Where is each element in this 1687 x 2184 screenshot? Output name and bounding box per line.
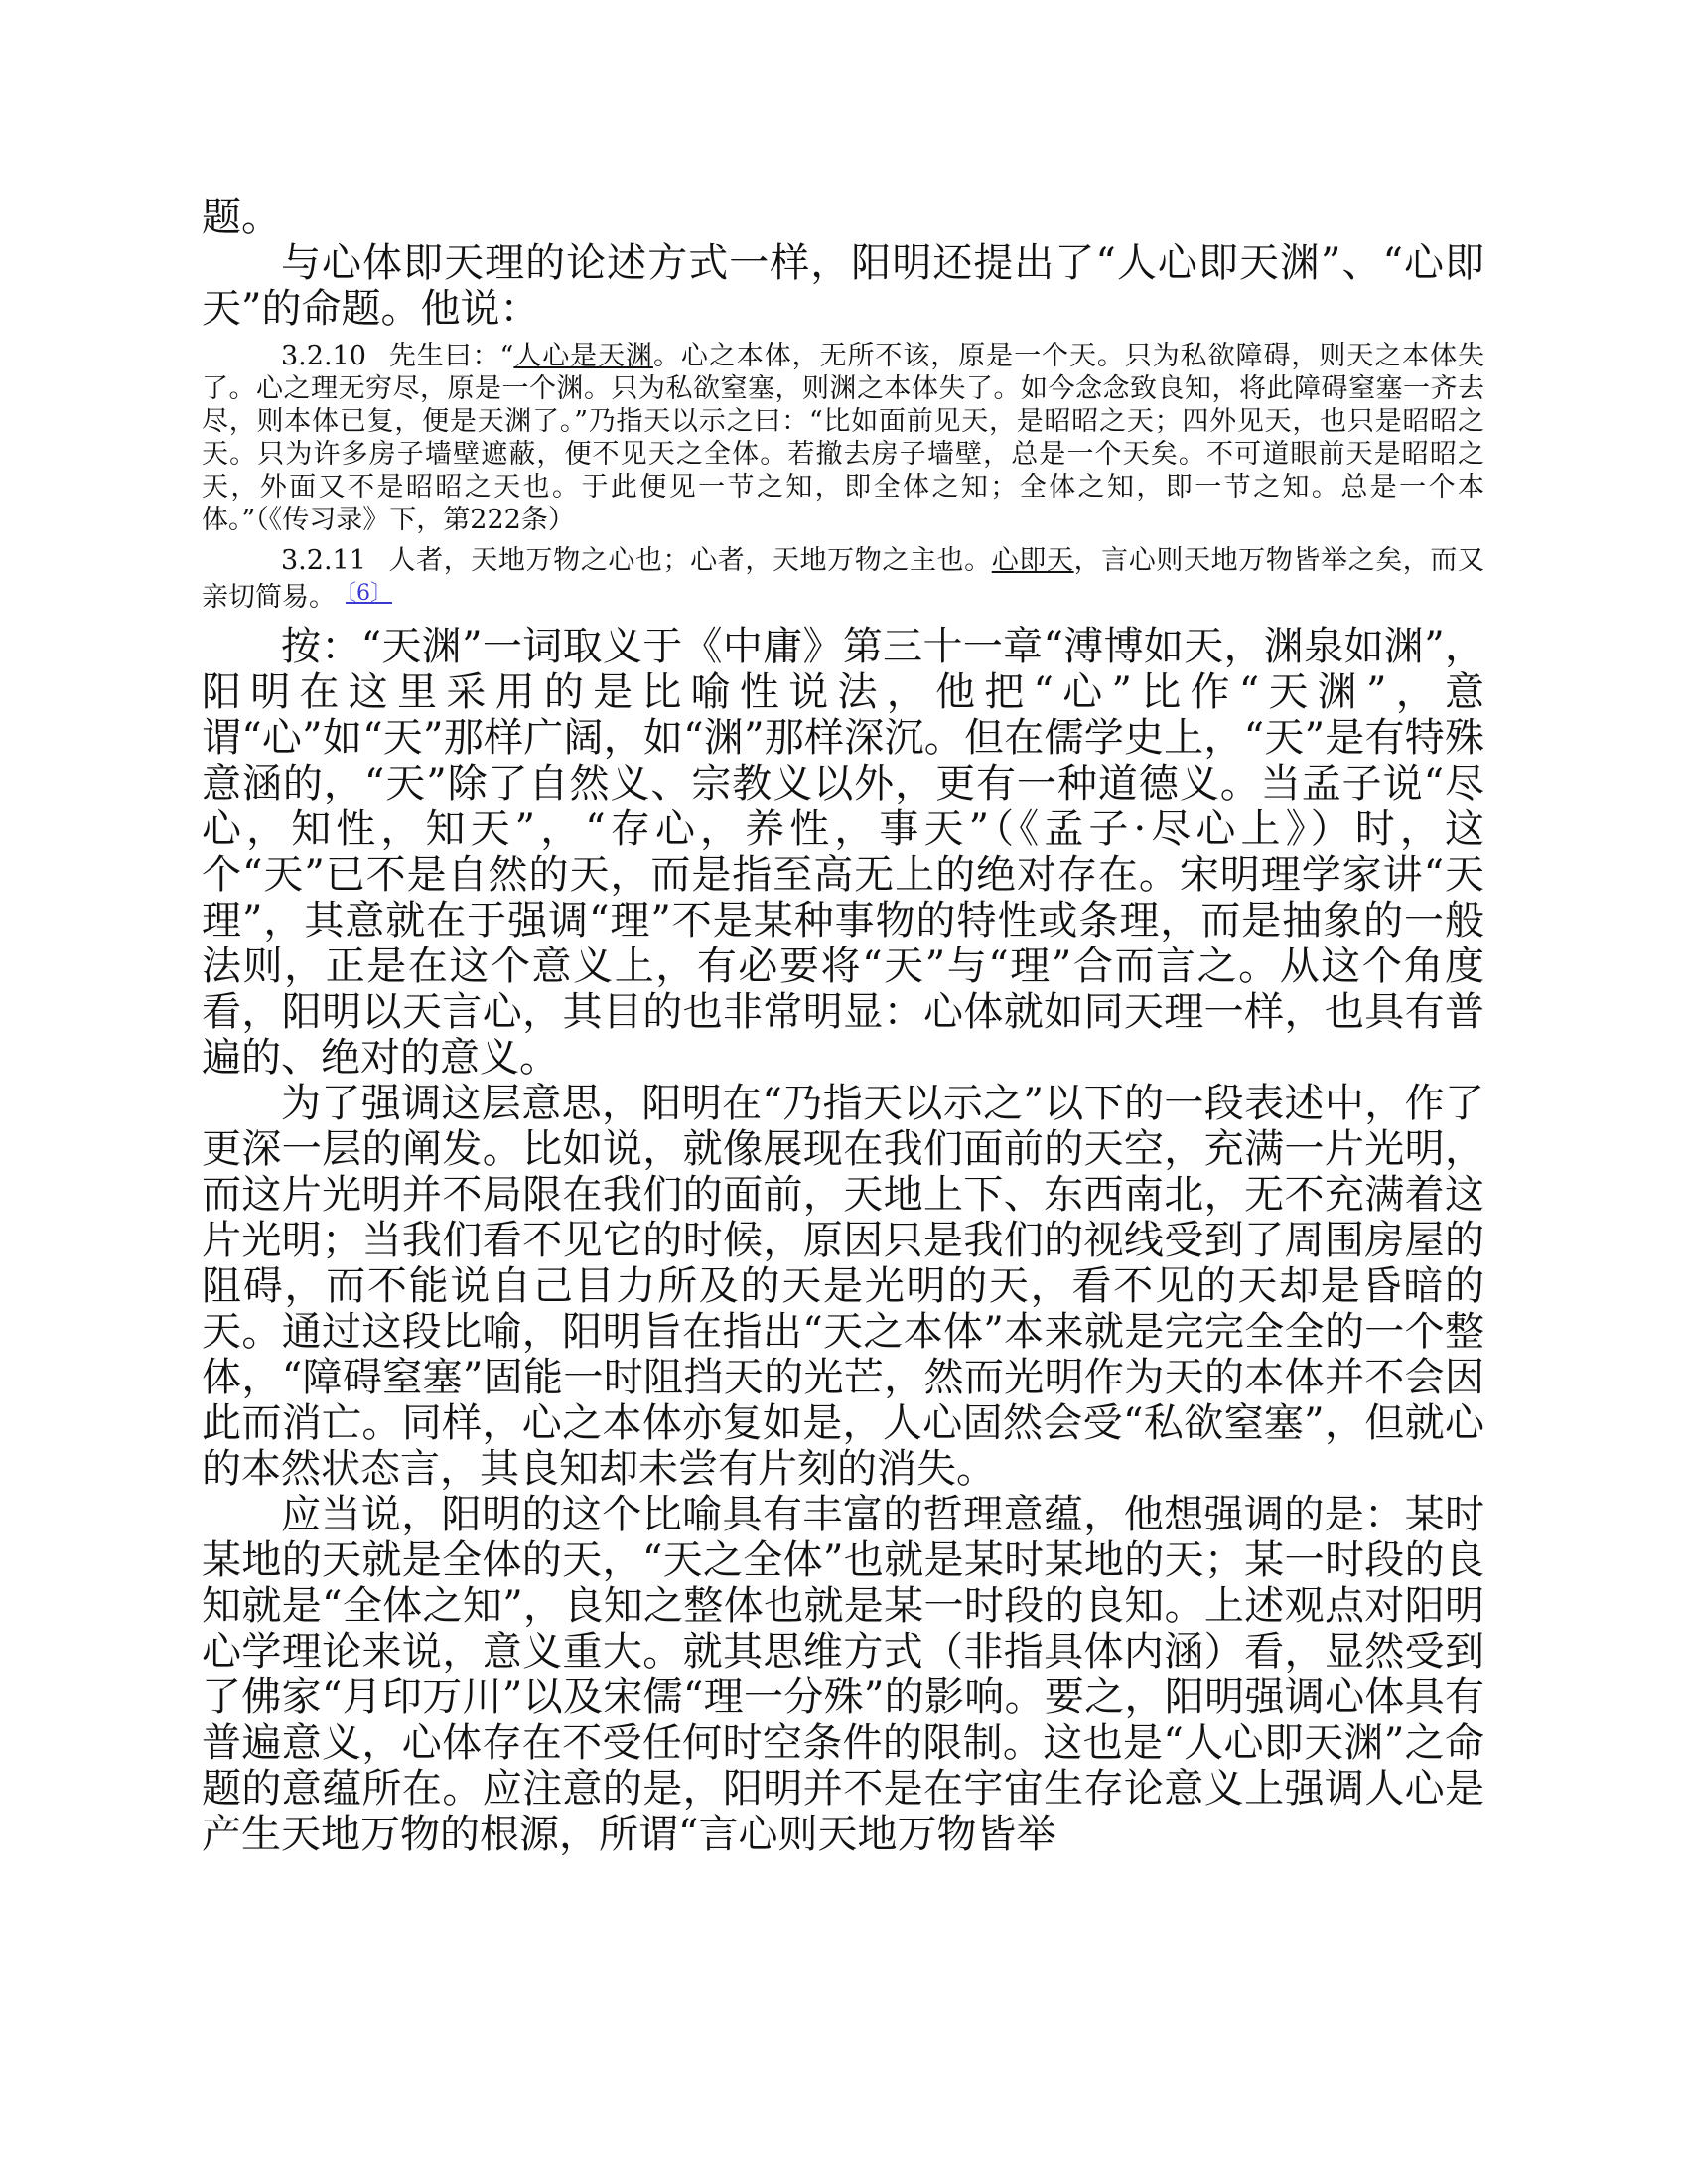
quote-underlined-phrase: 心即天	[991, 545, 1074, 576]
paragraph-commentary: 按：“天渊”一词取义于《中庸》第三十一章“溥博如天，渊泉如渊”，阳明在这里采用的是比喻性说法，他把“心”比作“天渊”，意谓“心”如“天”那样广阔，如“渊”那样深沉。但在儒学史上，“天”是有特殊意涵的，“天”除了自然义、宗教义以外，更有一种道德义。当孟子说“尽心，知性，知天”，“存心，养性，事天”（《孟子·尽心上》）时，这个“天”已不是自然的天，而是指至高无上的绝对存在。宋明理学家讲“天理”，其意就在于强调“理”不是某种事物的特性或条理，而是抽象的一般法则，正是在这个意义上，有必要将“天”与“理”合而言之。从这个角度看，阳明以天言心，其目的也非常明显：心体就如同天理一样，也具有普遍的、绝对的意义。	[202, 624, 1484, 1081]
quote-text-pre: 人者，天地万物之心也；心者，天地万物之主也。	[387, 545, 992, 576]
quote-text-post: ，言心则天地万物皆举之矣，而又亲切简易。	[202, 545, 1485, 613]
paragraph-analogy: 为了强调这层意思，阳明在“乃指天以示之”以下的一段表述中，作了更深一层的阐发。比如说，就像展现在我们面前的天空，充满一片光明，而这片光明并不局限在我们的面前，天地上下、东西南北，无不充满着这片光明；当我们看不见它的时候，原因只是我们的视线受到了周围房屋的阻碍，而不能说自己目力所及的天是光明的天，看不见的天却是昏暗的天。通过这段比喻，阳明旨在指出“天之本体”本来就是完完全全的一个整体，“障碍窒塞”固能一时阻挡天的光芒，然而光明作为天的本体并不会因此而消亡。同样，心之本体亦复如是，人心固然会受“私欲窒塞”，但就心的本然状态言，其良知却未尝有片刻的消失。	[202, 1081, 1484, 1492]
paragraph-continuation: 题。	[202, 195, 281, 240]
paragraph-intro: 与心体即天理的论述方式一样，阳明还提出了“人心即天渊”、“心即天”的命题。他说：	[202, 240, 1484, 332]
quote-text-pre: 先生曰：“	[387, 341, 514, 371]
quote-3-2-11	[202, 544, 1484, 614]
footnote-link[interactable]: 〔6〕	[346, 581, 392, 606]
quote-text-post: 。心之本体，无所不该，原是一个天。只为私欲障碍，则天之本体失了。心之理无穷尽，原是一个渊。只为私欲窒塞，则渊之本体失了。如今念念致良知，将此障碍窒塞一齐去尽，则本体已复，便是天渊了。”乃指天以示之曰：“比如面前见天，是昭昭之天；四外见天，也只是昭昭之天。只为许多房子墙壁遮蔽，便不见天之全体。若撤去房子墙壁，总是一个天矣。不可道眼前天是昭昭之天，外面又不是昭昭之天也。于此便见一节之知，即全体之知；全体之知，即一节之知。总是一个本体。”（《传习录》下，第222条）	[202, 341, 1485, 535]
quote-3-2-10	[202, 340, 1484, 536]
paragraph-philosophy: 应当说，阳明的这个比喻具有丰富的哲理意蕴，他想强调的是：某时某地的天就是全体的天，“天之全体”也就是某时某地的天；某一时段的良知就是“全体之知”，良知之整体也就是某一时段的良知。上述观点对阳明心学理论来说，意义重大。就其思维方式（非指具体内涵）看，显然受到了佛家“月印万川”以及宋儒“理一分殊”的影响。要之，阳明强调心体具有普遍意义，心体存在不受任何时空条件的限制。这也是“人心即天渊”之命题的意蕴所在。应注意的是，阳明并不是在宇宙生存论意义上强调人心是产生天地万物的根源，所谓“言心则天地万物皆举	[202, 1492, 1484, 1857]
quote-underlined-phrase: 人心是天渊	[513, 341, 653, 371]
document-page	[202, 195, 1484, 1857]
quote-number: 3.2.10	[281, 341, 366, 371]
quote-number: 3.2.11	[281, 545, 366, 576]
